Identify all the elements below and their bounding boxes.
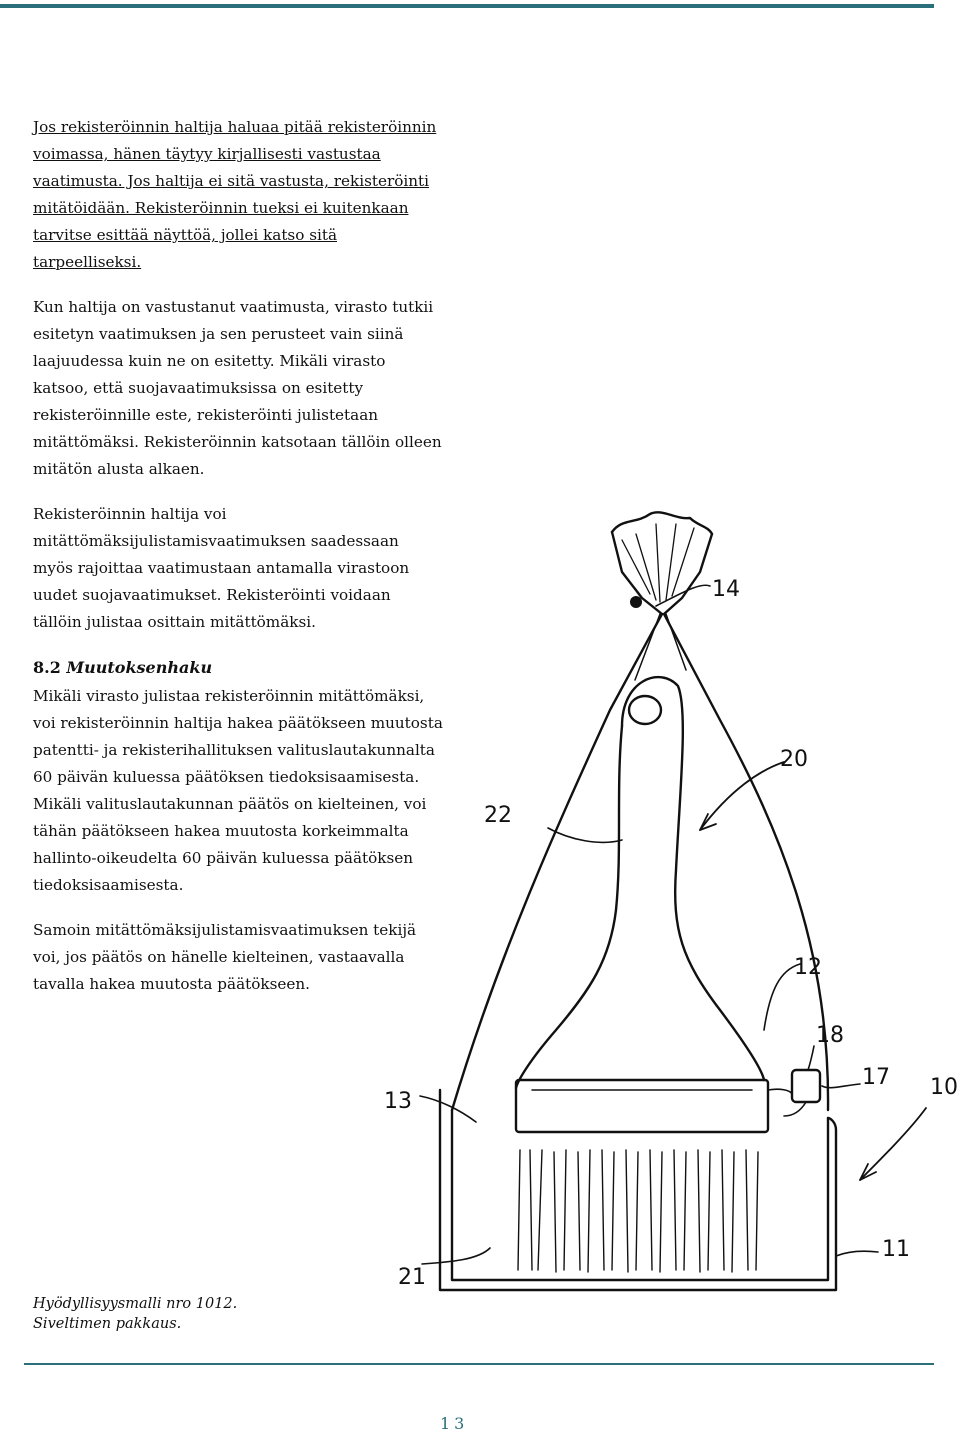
caption-line-1: Hyödyllisyysmalli nro 1012. bbox=[33, 1296, 238, 1312]
paragraph-1: Jos rekisteröinnin haltija haluaa pitää rekisteröinnin voimassa, hänen täytyy kirjallisesti vastustaa vaatimusta. Jos haltija ei sitä vastusta, rekisteröinti mitätöidään. Rekisteröinnin tueksi ei kuitenkaan tarvitse esittää näyttöä, jollei katso sitä tarpeelliseksi. bbox=[33, 118, 437, 271]
section-paragraph-1: Mikäli virasto julistaa rekisteröinnin mitättömäksi, voi rekisteröinnin haltija hakea päätökseen muutosta patentti- ja rekisterihallituksen valituslautakunnalta 60 päivän kuluessa päätöksen tiedoksisaamisesta. Mikäli valituslautakunnan päätös on kielteinen, voi tähän päätökseen hakea muutosta korkeimmalta hallinto-oikeudelta 60 päivän kuluessa päätöksen tiedoksisaamisesta. bbox=[33, 687, 443, 894]
section-paragraph-2: Samoin mitättömäksijulistamisvaatimuksen tekijä voi, jos päätös on hänelle kielteinen, vastaavalla tavalla hakea muutosta päätökseen. bbox=[33, 921, 417, 993]
caption-line-2: Siveltimen pakkaus. bbox=[33, 1316, 182, 1332]
callout-22: 22 bbox=[484, 803, 512, 828]
callout-20: 20 bbox=[780, 747, 808, 772]
top-rule bbox=[0, 4, 934, 8]
section-title: Muutoksenhaku bbox=[66, 658, 213, 677]
callout-10: 10 bbox=[930, 1075, 958, 1100]
figure-caption bbox=[33, 1294, 237, 1334]
brush-package-drawing bbox=[360, 490, 960, 1350]
callout-11: 11 bbox=[882, 1237, 910, 1262]
knot-dot bbox=[630, 596, 642, 608]
callout-13: 13 bbox=[384, 1089, 412, 1114]
callout-17: 17 bbox=[862, 1065, 890, 1090]
paragraph-2: Kun haltija on vastustanut vaatimusta, virasto tutkii esitetyn vaatimuksen ja sen perusteet vain siinä laajuudessa kuin ne on esitetty. Mikäli virasto katsoo, että suojavaatimuksissa on esitetty rekisteröinnille este, rekisteröinti julistetaan mitättömäksi. Rekisteröinnin katsotaan tällöin olleen mitätön alusta alkaen. bbox=[33, 298, 442, 478]
paragraph-3: Rekisteröinnin haltija voi mitättömäksijulistamisvaatimuksen saadessaan myös rajoittaa vaatimustaan antamalla virastoon uudet suojavaatimukset. Rekisteröinti voidaan tällöin julistaa osittain mitättömäksi. bbox=[33, 505, 410, 631]
callout-21: 21 bbox=[398, 1265, 426, 1290]
section-number: 8.2 bbox=[33, 658, 61, 677]
callout-18: 18 bbox=[816, 1023, 844, 1048]
callout-12: 12 bbox=[794, 955, 822, 980]
callout-14: 14 bbox=[712, 577, 740, 602]
page-number: 13 bbox=[440, 1414, 469, 1433]
bottom-rule bbox=[24, 1363, 934, 1365]
